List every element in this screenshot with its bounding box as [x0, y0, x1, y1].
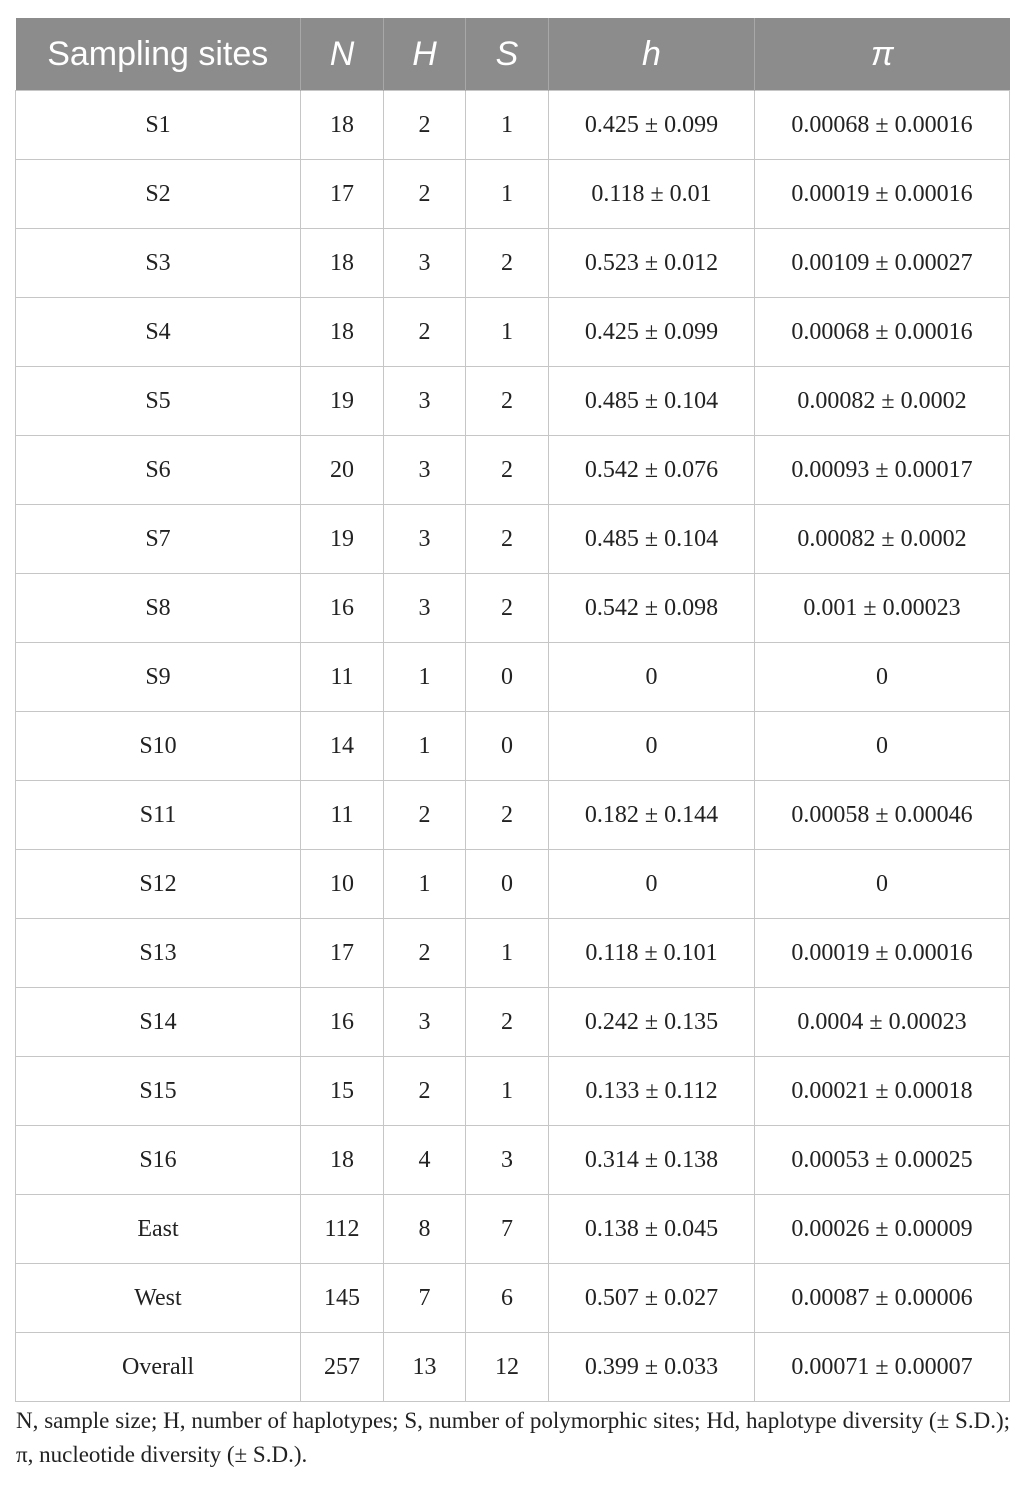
table-row: [16, 988, 1010, 1057]
table-row: [16, 367, 1010, 436]
cell-h-count: 2: [384, 919, 466, 988]
header-h-diversity: h: [549, 18, 755, 91]
cell-site: S14: [16, 988, 301, 1057]
cell-h-diversity: 0.425 ± 0.099: [549, 298, 755, 367]
cell-h-count: 13: [384, 1333, 466, 1402]
cell-h-diversity: 0.118 ± 0.01: [549, 160, 755, 229]
cell-n: 18: [301, 91, 384, 160]
cell-n: 19: [301, 367, 384, 436]
cell-s: 2: [466, 988, 549, 1057]
table-row: [16, 712, 1010, 781]
cell-n: 11: [301, 781, 384, 850]
cell-pi: 0.00019 ± 0.00016: [755, 919, 1010, 988]
cell-site: S9: [16, 643, 301, 712]
cell-h-count: 2: [384, 298, 466, 367]
cell-n: 112: [301, 1195, 384, 1264]
table-row: [16, 1057, 1010, 1126]
cell-h-count: 3: [384, 574, 466, 643]
cell-site: S15: [16, 1057, 301, 1126]
cell-site: S7: [16, 505, 301, 574]
cell-pi: 0.00087 ± 0.00006: [755, 1264, 1010, 1333]
cell-s: 0: [466, 850, 549, 919]
data-table-container: [15, 18, 1009, 1402]
cell-h-diversity: 0: [549, 850, 755, 919]
cell-h-diversity: 0.242 ± 0.135: [549, 988, 755, 1057]
cell-site: S8: [16, 574, 301, 643]
table-header: [16, 18, 1010, 91]
cell-n: 11: [301, 643, 384, 712]
cell-site: S12: [16, 850, 301, 919]
cell-site: S13: [16, 919, 301, 988]
cell-n: 16: [301, 988, 384, 1057]
cell-s: 1: [466, 919, 549, 988]
cell-h-diversity: 0.542 ± 0.098: [549, 574, 755, 643]
cell-pi: 0.00019 ± 0.00016: [755, 160, 1010, 229]
cell-s: 1: [466, 160, 549, 229]
cell-h-diversity: 0: [549, 712, 755, 781]
cell-pi: 0.00068 ± 0.00016: [755, 298, 1010, 367]
cell-n: 18: [301, 1126, 384, 1195]
cell-s: 2: [466, 229, 549, 298]
cell-s: 0: [466, 643, 549, 712]
cell-h-diversity: 0.138 ± 0.045: [549, 1195, 755, 1264]
cell-site: West: [16, 1264, 301, 1333]
cell-site: S16: [16, 1126, 301, 1195]
cell-n: 20: [301, 436, 384, 505]
cell-s: 1: [466, 298, 549, 367]
table-body: [16, 91, 1010, 1402]
cell-site: East: [16, 1195, 301, 1264]
haplotype-diversity-table: [15, 18, 1010, 1402]
cell-pi: 0.00082 ± 0.0002: [755, 367, 1010, 436]
cell-pi: 0.00053 ± 0.00025: [755, 1126, 1010, 1195]
cell-pi: 0.00021 ± 0.00018: [755, 1057, 1010, 1126]
table-row: [16, 1333, 1010, 1402]
cell-s: 6: [466, 1264, 549, 1333]
table-row: [16, 574, 1010, 643]
cell-site: S10: [16, 712, 301, 781]
header-n: N: [301, 18, 384, 91]
cell-h-count: 8: [384, 1195, 466, 1264]
cell-pi: 0.00093 ± 0.00017: [755, 436, 1010, 505]
cell-s: 12: [466, 1333, 549, 1402]
cell-s: 1: [466, 1057, 549, 1126]
cell-h-diversity: 0.523 ± 0.012: [549, 229, 755, 298]
cell-s: 0: [466, 712, 549, 781]
cell-s: 3: [466, 1126, 549, 1195]
cell-s: 2: [466, 574, 549, 643]
cell-h-count: 2: [384, 1057, 466, 1126]
cell-h-count: 2: [384, 160, 466, 229]
cell-h-count: 7: [384, 1264, 466, 1333]
cell-n: 18: [301, 298, 384, 367]
cell-h-count: 3: [384, 367, 466, 436]
cell-s: 2: [466, 436, 549, 505]
cell-site: S3: [16, 229, 301, 298]
cell-h-diversity: 0.133 ± 0.112: [549, 1057, 755, 1126]
cell-h-count: 3: [384, 505, 466, 574]
table-row: [16, 436, 1010, 505]
cell-h-diversity: 0.507 ± 0.027: [549, 1264, 755, 1333]
cell-pi: 0: [755, 850, 1010, 919]
cell-h-diversity: 0.425 ± 0.099: [549, 91, 755, 160]
cell-n: 14: [301, 712, 384, 781]
cell-pi: 0: [755, 712, 1010, 781]
cell-n: 10: [301, 850, 384, 919]
cell-site: S6: [16, 436, 301, 505]
table-row: [16, 505, 1010, 574]
cell-n: 145: [301, 1264, 384, 1333]
cell-h-count: 1: [384, 712, 466, 781]
table-row: [16, 229, 1010, 298]
cell-site: S1: [16, 91, 301, 160]
cell-h-count: 3: [384, 988, 466, 1057]
cell-n: 17: [301, 160, 384, 229]
header-pi: π: [755, 18, 1010, 91]
cell-h-count: 3: [384, 436, 466, 505]
header-s: S: [466, 18, 549, 91]
cell-pi: 0.00068 ± 0.00016: [755, 91, 1010, 160]
cell-h-diversity: 0.542 ± 0.076: [549, 436, 755, 505]
table-row: [16, 1195, 1010, 1264]
cell-n: 19: [301, 505, 384, 574]
cell-h-diversity: 0: [549, 643, 755, 712]
cell-h-count: 2: [384, 91, 466, 160]
cell-s: 2: [466, 367, 549, 436]
table-row: [16, 643, 1010, 712]
cell-site: S5: [16, 367, 301, 436]
cell-h-diversity: 0.485 ± 0.104: [549, 367, 755, 436]
cell-pi: 0.00109 ± 0.00027: [755, 229, 1010, 298]
table-row: [16, 919, 1010, 988]
cell-h-count: 3: [384, 229, 466, 298]
cell-s: 2: [466, 505, 549, 574]
header-sampling-sites: Sampling sites: [16, 18, 301, 91]
header-h-haplotypes: H: [384, 18, 466, 91]
cell-site: S2: [16, 160, 301, 229]
cell-pi: 0.00071 ± 0.00007: [755, 1333, 1010, 1402]
table-row: [16, 298, 1010, 367]
cell-site: S11: [16, 781, 301, 850]
cell-h-diversity: 0.118 ± 0.101: [549, 919, 755, 988]
cell-h-count: 2: [384, 781, 466, 850]
cell-pi: 0: [755, 643, 1010, 712]
cell-h-diversity: 0.399 ± 0.033: [549, 1333, 755, 1402]
cell-site: Overall: [16, 1333, 301, 1402]
cell-s: 1: [466, 91, 549, 160]
cell-h-diversity: 0.182 ± 0.144: [549, 781, 755, 850]
table-row: [16, 781, 1010, 850]
cell-pi: 0.0004 ± 0.00023: [755, 988, 1010, 1057]
cell-n: 18: [301, 229, 384, 298]
cell-pi: 0.00058 ± 0.00046: [755, 781, 1010, 850]
header-row: [16, 18, 1010, 91]
table-row: [16, 850, 1010, 919]
table-footnote: N, sample size; H, number of haplotypes; S, number of polymorphic sites; Hd, haplotype diversity (± S.D.); π, nucleotide diversity (± S.D.).: [16, 1408, 1010, 1467]
cell-pi: 0.001 ± 0.00023: [755, 574, 1010, 643]
cell-n: 257: [301, 1333, 384, 1402]
table-row: [16, 1126, 1010, 1195]
table-row: [16, 1264, 1010, 1333]
table-row: [16, 91, 1010, 160]
cell-h-count: 4: [384, 1126, 466, 1195]
cell-h-diversity: 0.485 ± 0.104: [549, 505, 755, 574]
cell-h-diversity: 0.314 ± 0.138: [549, 1126, 755, 1195]
cell-s: 7: [466, 1195, 549, 1264]
cell-pi: 0.00026 ± 0.00009: [755, 1195, 1010, 1264]
cell-s: 2: [466, 781, 549, 850]
cell-h-count: 1: [384, 643, 466, 712]
cell-pi: 0.00082 ± 0.0002: [755, 505, 1010, 574]
cell-h-count: 1: [384, 850, 466, 919]
table-row: [16, 160, 1010, 229]
cell-n: 15: [301, 1057, 384, 1126]
cell-site: S4: [16, 298, 301, 367]
cell-n: 17: [301, 919, 384, 988]
cell-n: 16: [301, 574, 384, 643]
